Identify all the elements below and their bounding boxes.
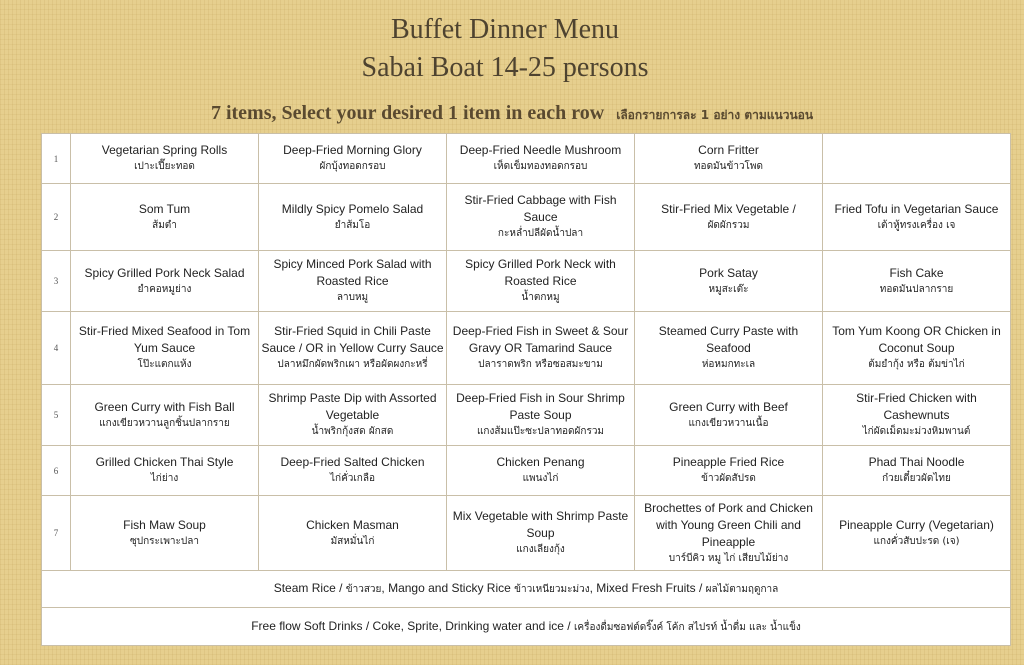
dish-name-en: Deep-Fried Morning Glory	[283, 143, 422, 157]
menu-item-cell	[447, 184, 635, 251]
menu-item-cell	[71, 385, 259, 446]
menu-item-cell	[447, 312, 635, 385]
dish-name-th: แกงเลียงกุ้ง	[516, 544, 565, 555]
dish-name-en: Fried Tofu in Vegetarian Sauce	[834, 201, 999, 216]
menu-item-cell	[259, 312, 447, 385]
dish-name-en: Stir-Fried Cabbage with Fish Sauce	[464, 193, 617, 224]
menu-item-cell	[259, 496, 447, 571]
dish-name-th: เต้าหู้ทรงเครื่อง เจ	[877, 219, 956, 231]
menu-item-cell	[447, 446, 635, 496]
menu-row	[42, 134, 1011, 184]
dish-name-th: ข้าวผัดสัปรด	[701, 473, 756, 484]
footer-drinks-en: Free flow Soft Drinks / Coke, Sprite, Drinking water and ice /	[251, 618, 574, 633]
menu-item-cell	[259, 251, 447, 312]
dish-name-en: Stir-Fried Squid in Chili Paste Sauce / OR in Yellow Curry Sauce	[261, 324, 444, 355]
dish-name-en: Chicken Penang	[496, 455, 585, 469]
footer-sides-en-a: Steam Rice /	[273, 581, 346, 595]
dish-name-en: Chicken Masman	[306, 517, 399, 532]
menu-item-cell	[635, 184, 823, 251]
menu-item-cell	[259, 134, 447, 184]
dish-name-en: Steamed Curry Paste with Seafood	[658, 324, 799, 355]
dish-name-th: น้ำตกหมู	[521, 292, 560, 303]
dish-name-en: Pineapple Curry (Vegetarian)	[839, 517, 994, 532]
dish-name-en: Deep-Fried Salted Chicken	[280, 455, 425, 469]
menu-item-cell	[823, 446, 1011, 496]
dish-name-th: มัสหมั่นไก่	[330, 535, 375, 547]
dish-name-th: ไก่ผัดเม็ดมะม่วงหิมพานต์	[862, 426, 971, 437]
footer-sides-th-a: ข้าวสวย	[345, 584, 382, 595]
dish-name-th: น้ำพริกกุ้งสด ผักสด	[311, 426, 394, 437]
menu-item-cell	[635, 446, 823, 496]
dish-name-en: Deep-Fried Fish in Sweet & Sour Gravy OR Tamarind Sauce	[452, 324, 629, 355]
dish-name-en: Spicy Grilled Pork Neck with Roasted Rice	[465, 257, 616, 288]
menu-item-cell	[71, 134, 259, 184]
dish-name-en: Stir-Fried Chicken with Cashewnuts	[856, 391, 977, 422]
dish-name-th: กะหล่ำปลีผัดน้ำปลา	[497, 228, 584, 239]
footer-drinks	[42, 608, 1011, 646]
dish-name-en: Phad Thai Noodle	[868, 455, 965, 469]
menu-item-cell	[71, 184, 259, 251]
dish-name-en: Corn Fritter	[698, 143, 759, 157]
row-number: 2	[42, 184, 71, 251]
instruction	[0, 102, 1024, 125]
menu-item-cell	[71, 312, 259, 385]
dish-name-en: Som Tum	[138, 201, 191, 216]
dish-name-th: ส้มตำ	[152, 219, 177, 231]
dish-name-th: หมูสะเต๊ะ	[708, 283, 749, 295]
dish-name-th: ยำคอหมูย่าง	[137, 283, 192, 295]
row-number: 6	[42, 446, 71, 496]
dish-name-en: Spicy Grilled Pork Neck Salad	[84, 265, 245, 280]
dish-name-th: ไก่ย่าง	[150, 473, 179, 484]
dish-name-th: บาร์บีคิว หมู ไก่ เสียบไม้ย่าง	[668, 552, 789, 564]
dish-name-th: ปลาราดพริก หรือซอสมะขาม	[478, 359, 603, 370]
menu-item-cell	[823, 385, 1011, 446]
dish-name-th: ยำส้มโอ	[334, 219, 371, 231]
dish-name-en: Spicy Minced Pork Salad with Roasted Rice	[273, 257, 432, 288]
menu-item-cell	[635, 385, 823, 446]
menu-item-cell	[259, 446, 447, 496]
dish-name-en: Grilled Chicken Thai Style	[95, 455, 234, 469]
menu-row	[42, 385, 1011, 446]
menu-item-cell	[635, 134, 823, 184]
dish-name-en: Green Curry with Fish Ball	[94, 399, 235, 414]
dish-name-th: เปาะเปี๊ยะทอด	[134, 161, 195, 172]
menu-item-cell	[823, 496, 1011, 571]
dish-name-en: Stir-Fried Mix Vegetable /	[661, 201, 796, 216]
dish-name-th: แกงส้มแป๊ะซะปลาทอดผักรวม	[476, 426, 605, 437]
menu-row	[42, 496, 1011, 571]
footer-sides	[42, 571, 1011, 608]
dish-name-th: เห็ดเข็มทองทอดกรอบ	[493, 161, 588, 172]
dish-name-en: Pork Satay	[699, 265, 758, 280]
footer-sides-en-c: , Mixed Fresh Fruits /	[589, 581, 706, 595]
dish-name-th: ผักบุ้งทอดกรอบ	[319, 161, 386, 172]
dish-name-th: ลาบหมู	[336, 292, 369, 303]
dish-name-en: Green Curry with Beef	[669, 399, 788, 414]
menu-item-cell	[823, 134, 1011, 184]
menu-item-cell	[823, 312, 1011, 385]
footer-sides-en-b: , Mango and Sticky Rice	[381, 581, 515, 595]
dish-name-en: Mix Vegetable with Shrimp Paste Soup	[452, 509, 629, 540]
dish-name-th: ทอดมันปลากราย	[879, 283, 954, 295]
footer-drinks-th: เครื่องดื่มซอฟต์ดริ๊งค์ โค้ก สไปรท์ น้ำดื่ม และ น้ำแข็ง	[573, 621, 801, 633]
dish-name-en: Fish Cake	[889, 265, 944, 280]
dish-name-th: แกงเขียวหวานเนื้อ	[688, 417, 769, 429]
dish-name-th: ห่อหมกทะเล	[701, 359, 756, 370]
menu-row	[42, 184, 1011, 251]
dish-name-en: Vegetarian Spring Rolls	[101, 143, 228, 157]
menu-item-cell	[71, 251, 259, 312]
footer-sides-th-b: ข้าวเหนียวมะม่วง	[514, 584, 590, 595]
menu-row	[42, 312, 1011, 385]
menu-subtitle: Sabai Boat 14-25 persons	[361, 52, 649, 83]
menu-table	[41, 133, 1011, 646]
menu-row	[42, 251, 1011, 312]
dish-name-th: แพนงไก่	[522, 473, 559, 484]
dish-name-en: Deep-Fried Fish in Sour Shrimp Paste Soup	[456, 391, 625, 422]
dish-name-en: Shrimp Paste Dip with Assorted Vegetable	[268, 391, 437, 422]
dish-name-en: Stir-Fried Mixed Seafood in Tom Yum Sauce	[78, 324, 251, 355]
dish-name-th: แกงคั่วสับปะรด (เจ)	[873, 535, 960, 547]
menu-item-cell	[447, 385, 635, 446]
instruction-en: 7 items, Select your desired 1 item in each row	[210, 102, 605, 124]
dish-name-th: แกงเขียวหวานลูกชิ้นปลากราย	[99, 417, 230, 429]
menu-item-cell	[259, 385, 447, 446]
footer-sides-th-c: ผลไม้ตามฤดูกาล	[705, 584, 779, 595]
menu-title: Buffet Dinner Menu	[390, 14, 620, 45]
row-number: 1	[42, 134, 71, 184]
dish-name-en: Deep-Fried Needle Mushroom	[459, 143, 622, 157]
menu-item-cell	[823, 251, 1011, 312]
menu-item-cell	[71, 446, 259, 496]
menu-item-cell	[823, 184, 1011, 251]
footer-row-2	[42, 608, 1011, 646]
menu-item-cell	[635, 496, 823, 571]
dish-name-en: Brochettes of Pork and Chicken with Young Green Chili and Pineapple	[644, 500, 813, 549]
menu-item-cell	[259, 184, 447, 251]
dish-name-th: ไก่คั่วเกลือ	[330, 473, 375, 484]
menu-table-body	[42, 134, 1011, 571]
menu-row	[42, 446, 1011, 496]
menu-item-cell	[447, 496, 635, 571]
menu-item-cell	[635, 312, 823, 385]
dish-name-th: ต้มยำกุ้ง หรือ ต้มข่าไก่	[868, 359, 965, 370]
dish-name-th: ผัดผักรวม	[707, 219, 750, 231]
row-number: 3	[42, 251, 71, 312]
dish-name-th: ก๋วยเตี๋ยวผัดไทย	[882, 473, 951, 484]
footer-row-1	[42, 571, 1011, 608]
menu-item-cell	[71, 496, 259, 571]
dish-name-th: ปลาหมึกผัดพริกเผา หรือผัดผงกะหรี่	[277, 359, 428, 370]
dish-name-en: Mildly Spicy Pomelo Salad	[281, 201, 424, 216]
row-number: 5	[42, 385, 71, 446]
dish-name-en: Fish Maw Soup	[123, 517, 206, 532]
instruction-th: เลือกรายการละ 1 อย่าง ตามแนวนอน	[616, 108, 814, 122]
menu-item-cell	[447, 251, 635, 312]
dish-name-en: Pineapple Fried Rice	[672, 455, 785, 469]
row-number: 4	[42, 312, 71, 385]
menu-item-cell	[635, 251, 823, 312]
dish-name-th: ซุปกระเพาะปลา	[129, 535, 200, 547]
menu-item-cell	[447, 134, 635, 184]
dish-name-en: Tom Yum Koong OR Chicken in Coconut Soup	[832, 324, 1001, 355]
dish-name-th: โป๊ะแตกแห้ง	[137, 359, 192, 370]
row-number: 7	[42, 496, 71, 571]
dish-name-th: ทอดมันข้าวโพด	[693, 161, 764, 172]
